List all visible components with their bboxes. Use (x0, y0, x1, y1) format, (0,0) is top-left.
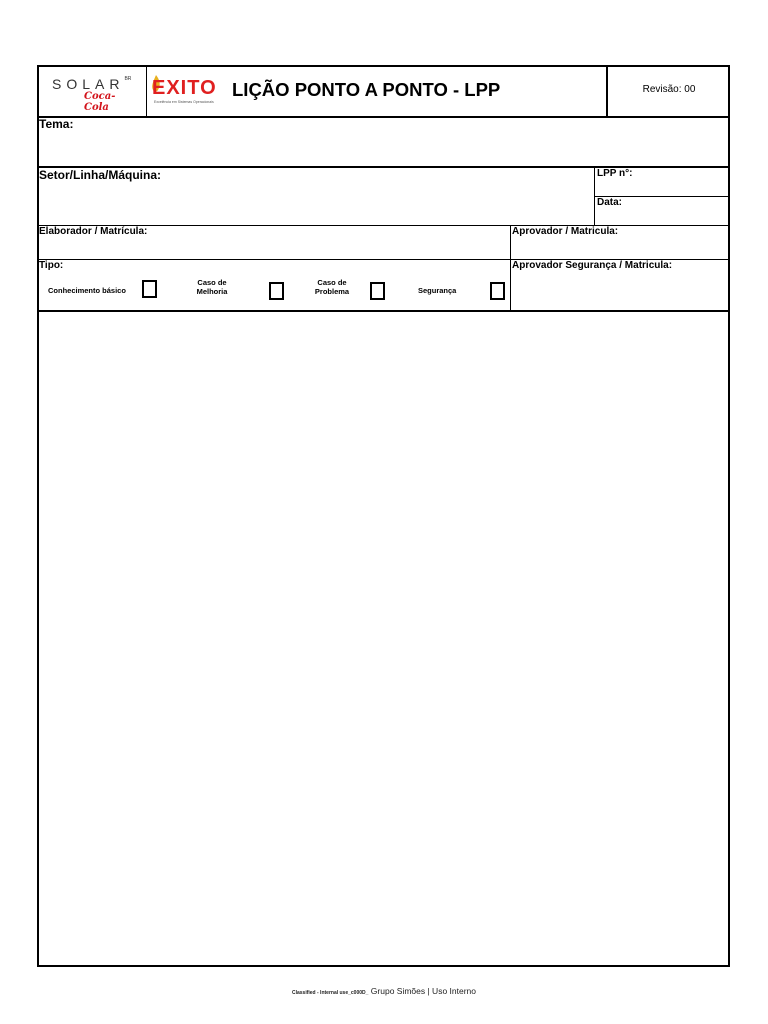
tema-label: Tema: (39, 117, 74, 131)
rule-logo-divider (146, 65, 147, 117)
tipo-option-melhoria-line1: Caso de (197, 278, 227, 287)
tipo-option-problema-line1: Caso de (317, 278, 347, 287)
exito-logo-tagline: Excelência em Sistemas Operacionais (154, 100, 214, 104)
rule-setor-divider (594, 166, 595, 226)
rule-header-bottom (37, 116, 730, 118)
cocacola-logo-text: Coca-Cola (84, 91, 116, 113)
elaborador-label: Elaborador / Matrícula: (39, 226, 148, 237)
footer-classification: Classified - Internal use_c000D_ (291, 990, 369, 996)
tipo-option-problema-line2: Problema (314, 287, 350, 296)
aprovador-label: Aprovador / Matricula: (512, 226, 619, 237)
tipo-option-problema-label (306, 278, 358, 296)
tipo-checkbox-seguranca[interactable] (490, 282, 505, 300)
tipo-option-seguranca-label: Segurança (418, 286, 457, 295)
rule-aprovador-divider (510, 225, 511, 311)
revision-label: Revisão: 00 (642, 84, 696, 95)
exito-logo-text: EXITO (152, 77, 217, 99)
aprovador-seguranca-label: Aprovador Segurança / Matricula: (512, 260, 673, 271)
data-label: Data: (597, 197, 623, 208)
lesson-content-area[interactable] (39, 312, 728, 965)
tipo-option-melhoria-label (186, 278, 238, 296)
page-title: LIÇÃO PONTO A PONTO - LPP (232, 79, 501, 100)
footer (0, 986, 768, 996)
lpp-number-label: LPP n°: (597, 168, 633, 179)
tipo-label: Tipo: (39, 260, 64, 271)
tipo-option-melhoria-line2: Melhoria (196, 287, 228, 296)
tipo-option-conhecimento-label: Conhecimento básico (48, 286, 126, 295)
solar-logo-text: SOLAR (52, 76, 125, 92)
tipo-checkbox-melhoria[interactable] (269, 282, 284, 300)
tipo-checkbox-problema[interactable] (370, 282, 385, 300)
setor-label: Setor/Linha/Máquina: (39, 168, 162, 182)
tipo-checkbox-conhecimento[interactable] (142, 280, 157, 298)
solar-cocacola-logo (48, 72, 140, 112)
footer-text: Grupo Simões | Uso Interno (370, 986, 476, 996)
exito-logo (149, 72, 229, 112)
solar-logo-tm: BR (124, 76, 132, 82)
